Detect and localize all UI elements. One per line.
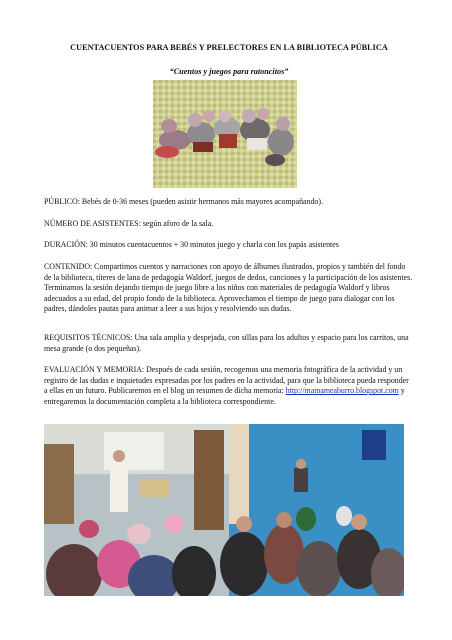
- document-subtitle: “Cuentos y juegos para ratoncitos”: [169, 67, 289, 76]
- requisitos-paragraph: REQUISITOS TÉCNICOS: Una sala amplia y despejada, con sillas para los adultos y espacio para los carritos, una mesa grande (o dos pequeñas).: [44, 333, 409, 353]
- document-title: CUENTACUENTOS PARA BEBÉS Y PRELECTORES EN LA BIBLIOTECA PÚBLICA: [70, 43, 388, 52]
- publico-paragraph: PÚBLICO: Bebés de 0-36 meses (pueden asistir hermanos más mayores acompañando).: [44, 197, 323, 206]
- storytelling-session-photo: [44, 424, 404, 596]
- mice-puppets-photo: [153, 80, 297, 188]
- contenido-paragraph: CONTENIDO: Compartimos cuentos y narraciones con apoyo de álbumes ilustrados, propios y también del fondo de la biblioteca, títeres de lana de pedagogía Waldorf, juegos de dedos, canciones y la participación de los asistentes. Terminamos la sesión dejando tiempo de juego libre a los niños con materiales de pedagogía Waldorf y libros adecuados a su edad, del propio fondo de la biblioteca. Aprovechamos el tiempo de juego para dialogar con los padres, dándoles pautas para animar a leer a sus hijos y resolviendo sus dudas.: [44, 262, 413, 314]
- evaluacion-text-end: y entregaremos la documentación completa a la biblioteca correspondiente.: [44, 386, 405, 406]
- duracion-paragraph: DURACIÓN: 30 minutos cuentacuentos + 30 minutos juego y charla con los papás asistentes: [44, 240, 339, 249]
- evaluacion-text-start: EVALUACIÓN Y MEMORIA: Después de cada sesión, recogemos una memoria fotográfica de la actividad y un registro de las dudas e inquietudes expresadas por los padres en la actividad, para que la biblioteca pueda responder a ellas en un futuro. Publicaremos en el blog un resumen de dicha memoria:: [44, 365, 409, 396]
- blog-link[interactable]: http://mamameaburro.blogspot.com: [285, 386, 399, 396]
- evaluacion-paragraph: [44, 365, 414, 407]
- asistentes-paragraph: NÚMERO DE ASISTENTES: según aforo de la sala.: [44, 219, 214, 228]
